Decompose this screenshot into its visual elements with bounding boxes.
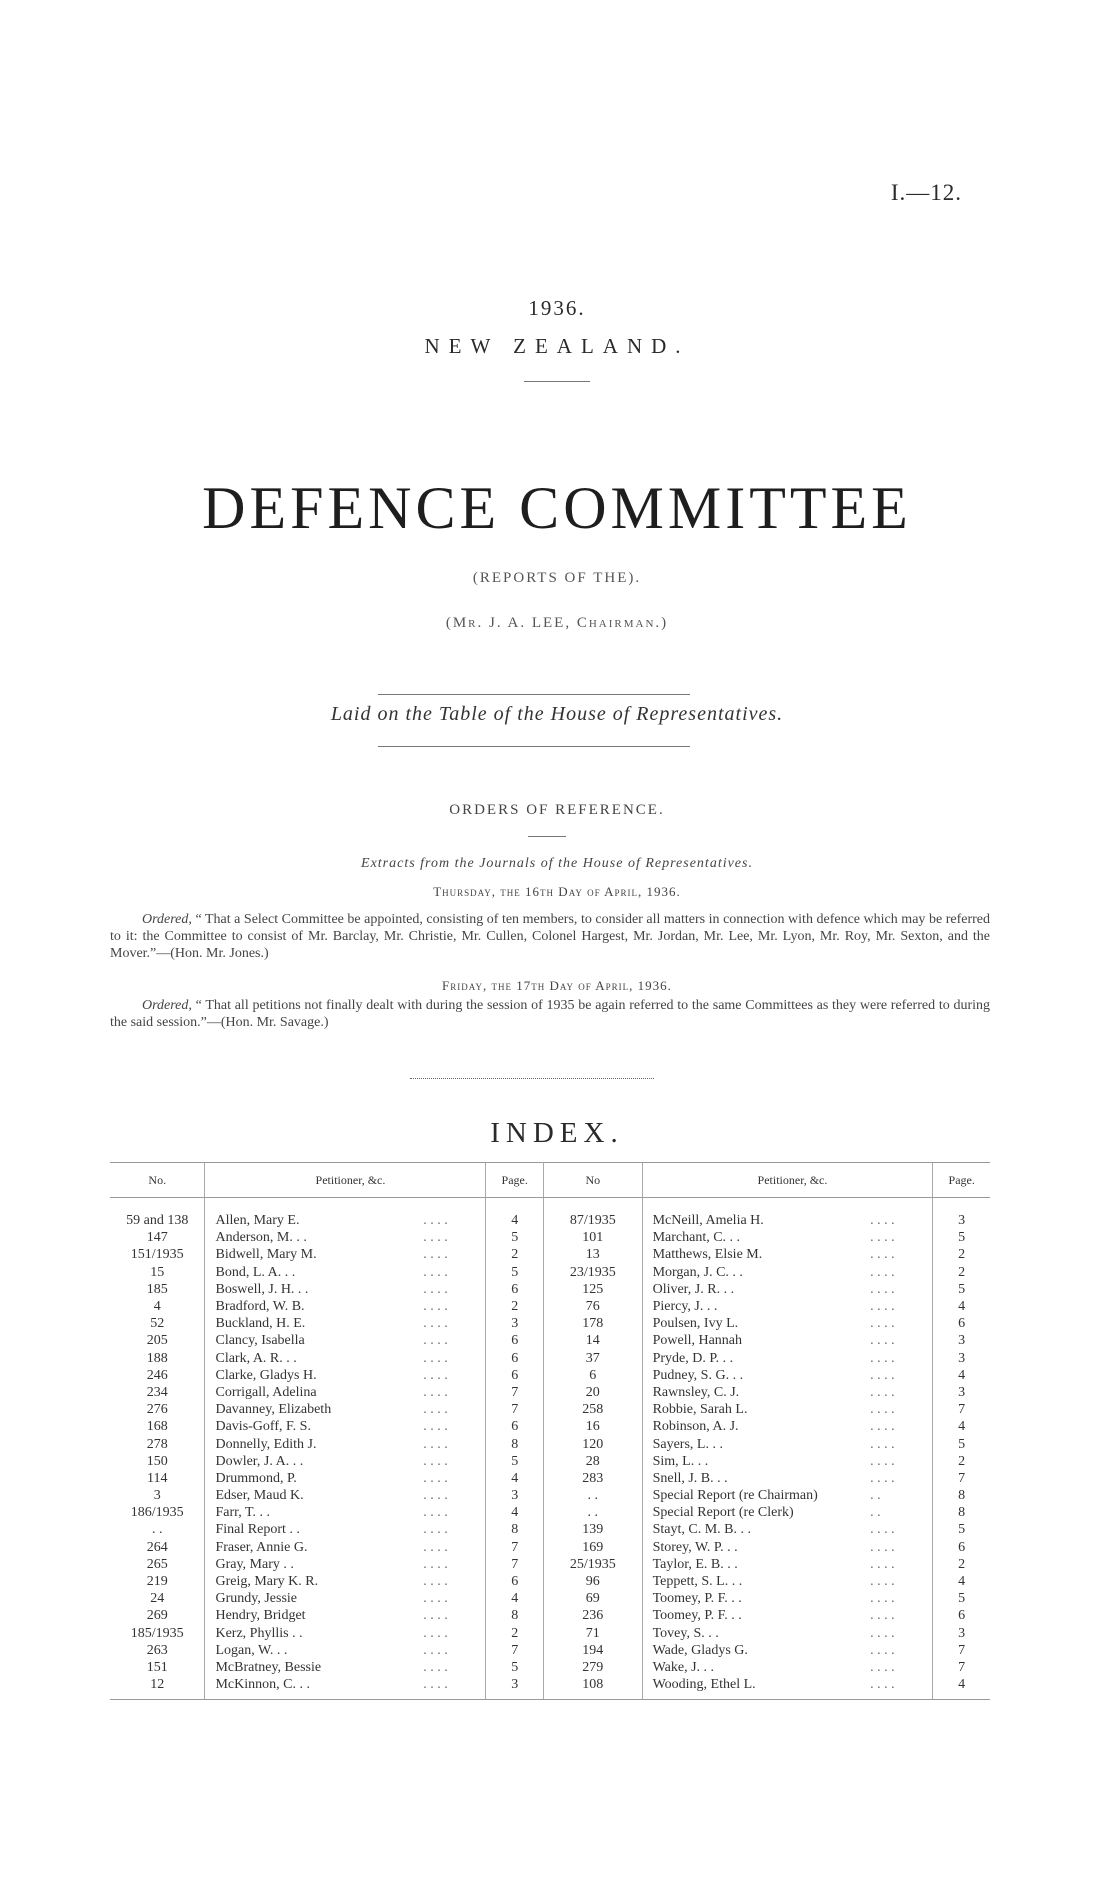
petitioner-name: Snell, J. B. . .	[642, 1470, 870, 1487]
entry-number: . .	[587, 1488, 599, 1504]
entry-number: 188	[146, 1350, 168, 1366]
petitioner-name: Bidwell, Mary M.	[205, 1246, 423, 1263]
order-text-2: “ That all petitions not finally dealt with during the session of 1935 be again referred to the same Committees as they were referred to during the said session.”—(Hon. Mr. Savage.)	[110, 998, 990, 1030]
leader-dots: . . . .	[870, 1608, 895, 1624]
page-number: 6	[933, 1315, 990, 1332]
leader-dots: . . . .	[870, 1367, 895, 1383]
petitioner-name: Wooding, Ethel L.	[642, 1676, 870, 1700]
divider	[524, 381, 590, 382]
leader-dots: . . . .	[870, 1470, 895, 1486]
page-number: 4	[486, 1504, 544, 1521]
page-number: 6	[486, 1332, 544, 1349]
ordered-label: Ordered,	[142, 912, 192, 927]
petitioner-name: Buckland, H. E.	[205, 1315, 423, 1332]
table-row	[110, 1229, 990, 1246]
page-number: 3	[486, 1315, 544, 1332]
petitioner-name: Bond, L. A. . .	[205, 1264, 423, 1281]
entry-number: 120	[582, 1436, 604, 1452]
petitioner-name: Boswell, J. H. . .	[205, 1281, 423, 1298]
leader-dots: . . . .	[423, 1574, 448, 1590]
petitioner-name: Matthews, Elsie M.	[642, 1246, 870, 1263]
entry-number: 15	[150, 1264, 165, 1280]
order-text-1: “ That a Select Committee be appointed, consisting of ten members, to consider all matters in connection with defence which may be referred to it: the Committee to consist of Mr. Barclay, Mr. Christie, Mr. Cullen, Colonel Hargest, Mr. Jordan, Mr. Lee, Mr. Lyon, Mr. Roy, Mr. Sexton, and the Mover.”—(Hon. Mr. Jones.)	[110, 912, 991, 961]
page-number: 6	[486, 1573, 544, 1590]
page-number: 2	[486, 1298, 544, 1315]
leader-dots: . . . .	[870, 1522, 895, 1538]
entry-number: 101	[582, 1230, 604, 1246]
page-number: 3	[933, 1384, 990, 1401]
leader-dots: . . . .	[423, 1676, 486, 1700]
page-number: 8	[486, 1607, 544, 1624]
table-row	[110, 1315, 990, 1332]
laid-on-table: Laid on the Table of the House of Representatives.	[330, 703, 784, 725]
table-row	[110, 1367, 990, 1384]
table-row	[110, 1539, 990, 1556]
petitioner-name: Toomey, P. F. . .	[642, 1590, 870, 1607]
page-number: 5	[933, 1229, 990, 1246]
petitioner-name: Corrigall, Adelina	[205, 1384, 423, 1401]
leader-dots: . . . .	[423, 1384, 448, 1400]
leader-dots: . . . .	[423, 1247, 448, 1263]
chairman-suffix: Chairman.)	[576, 615, 669, 631]
page-number: 4	[933, 1676, 990, 1700]
leader-dots: . . . .	[870, 1350, 895, 1366]
leader-dots: . . . .	[423, 1505, 448, 1521]
page-number: 4	[933, 1298, 990, 1315]
petitioner-name: Drummond, P.	[205, 1470, 423, 1487]
petitioner-name: Davanney, Elizabeth	[205, 1401, 423, 1418]
leader-dots: . . . .	[870, 1453, 895, 1469]
petitioner-name: Dowler, J. A. . .	[205, 1453, 423, 1470]
entry-number: 114	[147, 1470, 168, 1486]
entry-number: 71	[585, 1625, 600, 1641]
leader-dots: . . . .	[423, 1402, 448, 1418]
page-number: 4	[933, 1367, 990, 1384]
table-row	[110, 1642, 990, 1659]
page-number: 8	[486, 1435, 544, 1452]
page-number: 5	[933, 1590, 990, 1607]
petitioner-name: Oliver, J. R. . .	[642, 1281, 870, 1298]
entry-number: 37	[585, 1350, 600, 1366]
petitioner-name: Special Report (re Chairman)	[642, 1487, 870, 1504]
col-petitioner: Petitioner, &c.	[205, 1163, 486, 1198]
page-number: 3	[486, 1676, 544, 1700]
petitioner-name: Kerz, Phyllis . .	[205, 1625, 423, 1642]
entry-number: 265	[146, 1556, 168, 1572]
table-row	[110, 1264, 990, 1281]
year: 1936.	[528, 296, 586, 320]
page-number: 2	[486, 1625, 544, 1642]
divider	[528, 836, 566, 837]
entry-number: 69	[585, 1591, 600, 1607]
order-paragraph-2	[110, 997, 990, 1031]
petitioner-name: Allen, Mary E.	[205, 1198, 423, 1230]
date-thursday: Thursday, the 16th Day of April, 1936.	[433, 884, 681, 899]
page-number: 6	[486, 1350, 544, 1367]
index-heading: INDEX.	[490, 1117, 624, 1149]
page-number: 4	[486, 1198, 544, 1230]
leader-dots: . . . .	[870, 1419, 895, 1435]
entry-number: 264	[146, 1539, 168, 1555]
page-number: 7	[486, 1556, 544, 1573]
chairman-name: J. A. LEE,	[489, 615, 572, 631]
petitioner-name: McBratney, Bessie	[205, 1659, 423, 1676]
petitioner-name: Morgan, J. C. . .	[642, 1264, 870, 1281]
petitioner-name: Grundy, Jessie	[205, 1590, 423, 1607]
petitioner-name: Farr, T. . .	[205, 1504, 423, 1521]
leader-dots: . . . .	[870, 1247, 895, 1263]
table-row	[110, 1521, 990, 1538]
date-friday: Friday, the 17th Day of April, 1936.	[442, 978, 672, 993]
table-row	[110, 1246, 990, 1263]
entry-number: 185/1935	[130, 1625, 184, 1641]
leader-dots: . . . .	[870, 1384, 895, 1400]
page-number: 3	[933, 1350, 990, 1367]
leader-dots: . . . .	[423, 1625, 448, 1641]
table-row	[110, 1401, 990, 1418]
leader-dots: . . . .	[423, 1642, 448, 1658]
leader-dots: . . . .	[870, 1642, 895, 1658]
table-row	[110, 1607, 990, 1624]
page-number: 6	[933, 1607, 990, 1624]
entry-number: 24	[150, 1591, 165, 1607]
entry-number: 6	[589, 1367, 597, 1383]
page-number: 6	[933, 1539, 990, 1556]
entry-number: 246	[146, 1367, 168, 1383]
petitioner-name: Fraser, Annie G.	[205, 1539, 423, 1556]
page-number: 2	[933, 1264, 990, 1281]
leader-dots: . . . .	[423, 1230, 448, 1246]
leader-dots: . . . .	[423, 1367, 448, 1383]
page-number: 2	[933, 1556, 990, 1573]
entry-number: 283	[582, 1470, 604, 1486]
table-row	[110, 1590, 990, 1607]
col-page-2: Page.	[933, 1163, 990, 1198]
table-row	[110, 1332, 990, 1349]
entry-number: 12	[110, 1676, 205, 1700]
petitioner-name: Donnelly, Edith J.	[205, 1435, 423, 1452]
petitioner-name: Anderson, M. . .	[205, 1229, 423, 1246]
entry-number: 194	[582, 1642, 604, 1658]
entry-number: 178	[582, 1316, 604, 1332]
page-number: 3	[933, 1198, 990, 1230]
table-row	[110, 1198, 990, 1230]
page-number: 6	[486, 1367, 544, 1384]
page-number: 6	[486, 1281, 544, 1298]
table-row	[110, 1298, 990, 1315]
ordered-label: Ordered,	[142, 998, 192, 1013]
petitioner-name: Edser, Maud K.	[205, 1487, 423, 1504]
leader-dots: . . . .	[423, 1591, 448, 1607]
petitioner-name: Rawnsley, C. J.	[642, 1384, 870, 1401]
leader-dots: . .	[870, 1488, 881, 1504]
leader-dots: . . . .	[870, 1264, 895, 1280]
leader-dots: . . . .	[870, 1299, 895, 1315]
entry-number: 169	[582, 1539, 604, 1555]
leader-dots: . . . .	[423, 1488, 448, 1504]
table-row	[110, 1676, 990, 1700]
index-table	[110, 1162, 990, 1700]
petitioner-name: Storey, W. P. . .	[642, 1539, 870, 1556]
order-paragraph-1	[110, 911, 990, 962]
leader-dots: . . . .	[423, 1453, 448, 1469]
entry-number: 139	[582, 1522, 604, 1538]
petitioner-name: Toomey, P. F. . .	[642, 1607, 870, 1624]
divider	[378, 694, 690, 695]
petitioner-name: Stayt, C. M. B. . .	[642, 1521, 870, 1538]
petitioner-name: Sim, L. . .	[642, 1453, 870, 1470]
page-number: 7	[486, 1401, 544, 1418]
entry-number: 96	[585, 1574, 600, 1590]
leader-dots: . . . .	[423, 1436, 448, 1452]
entry-number: 269	[146, 1608, 168, 1624]
document-reference: I.—12.	[890, 180, 962, 205]
page-number: 5	[933, 1435, 990, 1452]
leader-dots: . . . .	[870, 1402, 895, 1418]
page-number: 2	[933, 1246, 990, 1263]
entry-number: 4	[153, 1299, 161, 1315]
leader-dots: . . . .	[870, 1230, 895, 1246]
page-number: 5	[486, 1453, 544, 1470]
page-number: 6	[486, 1418, 544, 1435]
petitioner-name: Sayers, L. . .	[642, 1435, 870, 1452]
page-number: 7	[486, 1384, 544, 1401]
leader-dots: . . . .	[423, 1522, 448, 1538]
petitioner-name: Hendry, Bridget	[205, 1607, 423, 1624]
leader-dots: . . . .	[870, 1676, 933, 1700]
petitioner-name: Robinson, A. J.	[642, 1418, 870, 1435]
leader-dots: . . . .	[870, 1333, 895, 1349]
petitioner-name: Wake, J. . .	[642, 1659, 870, 1676]
leader-dots: . . . .	[870, 1659, 895, 1675]
petitioner-name: Clark, A. R. . .	[205, 1350, 423, 1367]
entry-number: 151/1935	[130, 1247, 184, 1263]
leader-dots: . . . .	[423, 1556, 448, 1572]
leader-dots: . . . .	[423, 1608, 448, 1624]
leader-dots: . . . .	[870, 1436, 895, 1452]
leader-dots: . . . .	[870, 1213, 895, 1229]
table-row	[110, 1418, 990, 1435]
table-row	[110, 1470, 990, 1487]
page-number: 3	[933, 1625, 990, 1642]
page-number: 4	[933, 1418, 990, 1435]
chairman-prefix: (Mr.	[445, 615, 484, 631]
entry-number: 234	[146, 1384, 168, 1400]
leader-dots: . . . .	[870, 1556, 895, 1572]
entry-number: 16	[585, 1419, 600, 1435]
table-row	[110, 1573, 990, 1590]
petitioner-name: Special Report (re Clerk)	[642, 1504, 870, 1521]
table-row	[110, 1384, 990, 1401]
page-number: 8	[486, 1521, 544, 1538]
petitioner-name: Wade, Gladys G.	[642, 1642, 870, 1659]
entry-number: 147	[146, 1230, 168, 1246]
leader-dots: . . . .	[423, 1350, 448, 1366]
page-number: 7	[486, 1539, 544, 1556]
page-number: 5	[486, 1264, 544, 1281]
leader-dots: . . . .	[870, 1625, 895, 1641]
entry-number: 108	[544, 1676, 643, 1700]
page-number: 8	[933, 1504, 990, 1521]
leader-dots: . .	[870, 1505, 881, 1521]
entry-number: 20	[585, 1384, 600, 1400]
entry-number: 125	[582, 1281, 604, 1297]
leader-dots: . . . .	[423, 1264, 448, 1280]
leader-dots: . . . .	[870, 1281, 895, 1297]
country: NEW ZEALAND.	[424, 334, 690, 358]
leader-dots: . . . .	[870, 1539, 895, 1555]
divider	[410, 1078, 654, 1079]
entry-number: 279	[582, 1659, 604, 1675]
leader-dots: . . . .	[423, 1333, 448, 1349]
leader-dots: . . . .	[423, 1299, 448, 1315]
entry-number: 219	[146, 1574, 168, 1590]
page-number: 7	[933, 1470, 990, 1487]
petitioner-name: Tovey, S. . .	[642, 1625, 870, 1642]
entry-number: 205	[146, 1333, 168, 1349]
entry-number: 28	[585, 1453, 600, 1469]
petitioner-name: McNeill, Amelia H.	[642, 1198, 870, 1230]
leader-dots: . . . .	[423, 1316, 448, 1332]
entry-number: 258	[582, 1402, 604, 1418]
leader-dots: . . . .	[423, 1470, 448, 1486]
divider	[378, 746, 690, 747]
col-no-2: No	[544, 1163, 643, 1198]
leader-dots: . . . .	[423, 1539, 448, 1555]
entry-number: 87/1935	[569, 1213, 616, 1229]
entry-number: 23/1935	[569, 1264, 616, 1280]
table-row	[110, 1350, 990, 1367]
page-number: 5	[933, 1521, 990, 1538]
entry-number: 3	[153, 1488, 161, 1504]
entry-number: 25/1935	[569, 1556, 616, 1572]
table-row	[110, 1281, 990, 1298]
petitioner-name: Gray, Mary . .	[205, 1556, 423, 1573]
petitioner-name: Logan, W. . .	[205, 1642, 423, 1659]
entry-number: 278	[146, 1436, 168, 1452]
petitioner-name: Pryde, D. P. . .	[642, 1350, 870, 1367]
table-row	[110, 1435, 990, 1452]
extracts-line: Extracts from the Journals of the House of Representatives.	[361, 856, 753, 871]
petitioner-name: McKinnon, C. . .	[205, 1676, 423, 1700]
leader-dots: . . . .	[423, 1659, 448, 1675]
petitioner-name: Clarke, Gladys H.	[205, 1367, 423, 1384]
page-number: 7	[933, 1401, 990, 1418]
page-number: 4	[933, 1573, 990, 1590]
petitioner-name: Taylor, E. B. . .	[642, 1556, 870, 1573]
entry-number: 185	[146, 1281, 168, 1297]
table-row	[110, 1659, 990, 1676]
leader-dots: . . . .	[423, 1281, 448, 1297]
page-title: DEFENCE COMMITTEE	[202, 475, 912, 541]
petitioner-name: Bradford, W. B.	[205, 1298, 423, 1315]
page-number: 7	[933, 1659, 990, 1676]
petitioner-name: Marchant, C. . .	[642, 1229, 870, 1246]
entry-number: 236	[582, 1608, 604, 1624]
table-row	[110, 1453, 990, 1470]
index-body	[110, 1198, 990, 1700]
page-number: 4	[486, 1470, 544, 1487]
entry-number: 168	[146, 1419, 168, 1435]
index-header-row	[110, 1163, 990, 1198]
leader-dots: . . . .	[423, 1419, 448, 1435]
page-number: 4	[486, 1590, 544, 1607]
leader-dots: . . . .	[423, 1213, 448, 1229]
petitioner-name: Powell, Hannah	[642, 1332, 870, 1349]
chairman-line	[0, 615, 1114, 632]
page-number: 2	[486, 1246, 544, 1263]
page-number: 3	[933, 1332, 990, 1349]
petitioner-name: Clancy, Isabella	[205, 1332, 423, 1349]
leader-dots: . . . .	[870, 1591, 895, 1607]
col-petitioner-2: Petitioner, &c.	[642, 1163, 933, 1198]
entry-number: . .	[151, 1522, 163, 1538]
table-row	[110, 1487, 990, 1504]
page-number: 7	[486, 1642, 544, 1659]
subtitle: (REPORTS OF THE).	[472, 570, 642, 586]
page-number: 8	[933, 1487, 990, 1504]
petitioner-name: Greig, Mary K. R.	[205, 1573, 423, 1590]
page-number: 2	[933, 1453, 990, 1470]
petitioner-name: Teppett, S. L. . .	[642, 1573, 870, 1590]
petitioner-name: Robbie, Sarah L.	[642, 1401, 870, 1418]
entry-number: 276	[146, 1402, 168, 1418]
page-number: 5	[486, 1229, 544, 1246]
table-row	[110, 1504, 990, 1521]
entry-number: 59 and 138	[126, 1213, 189, 1229]
entry-number: 150	[146, 1453, 168, 1469]
petitioner-name: Piercy, J. . .	[642, 1298, 870, 1315]
entry-number: 186/1935	[130, 1505, 184, 1521]
orders-heading: ORDERS OF REFERENCE.	[449, 802, 665, 818]
entry-number: 263	[146, 1642, 168, 1658]
entry-number: . .	[587, 1505, 599, 1521]
table-row	[110, 1625, 990, 1642]
petitioner-name: Final Report . .	[205, 1521, 423, 1538]
page-number: 3	[486, 1487, 544, 1504]
entry-number: 13	[585, 1247, 600, 1263]
entry-number: 52	[150, 1316, 165, 1332]
col-no: No.	[110, 1163, 205, 1198]
petitioner-name: Davis-Goff, F. S.	[205, 1418, 423, 1435]
page-number: 7	[933, 1642, 990, 1659]
page-number: 5	[486, 1659, 544, 1676]
page-number: 5	[933, 1281, 990, 1298]
table-row	[110, 1556, 990, 1573]
entry-number: 14	[585, 1333, 600, 1349]
entry-number: 76	[585, 1299, 600, 1315]
petitioner-name: Poulsen, Ivy L.	[642, 1315, 870, 1332]
leader-dots: . . . .	[870, 1574, 895, 1590]
col-page: Page.	[486, 1163, 544, 1198]
petitioner-name: Pudney, S. G. . .	[642, 1367, 870, 1384]
entry-number: 151	[146, 1659, 168, 1675]
leader-dots: . . . .	[870, 1316, 895, 1332]
